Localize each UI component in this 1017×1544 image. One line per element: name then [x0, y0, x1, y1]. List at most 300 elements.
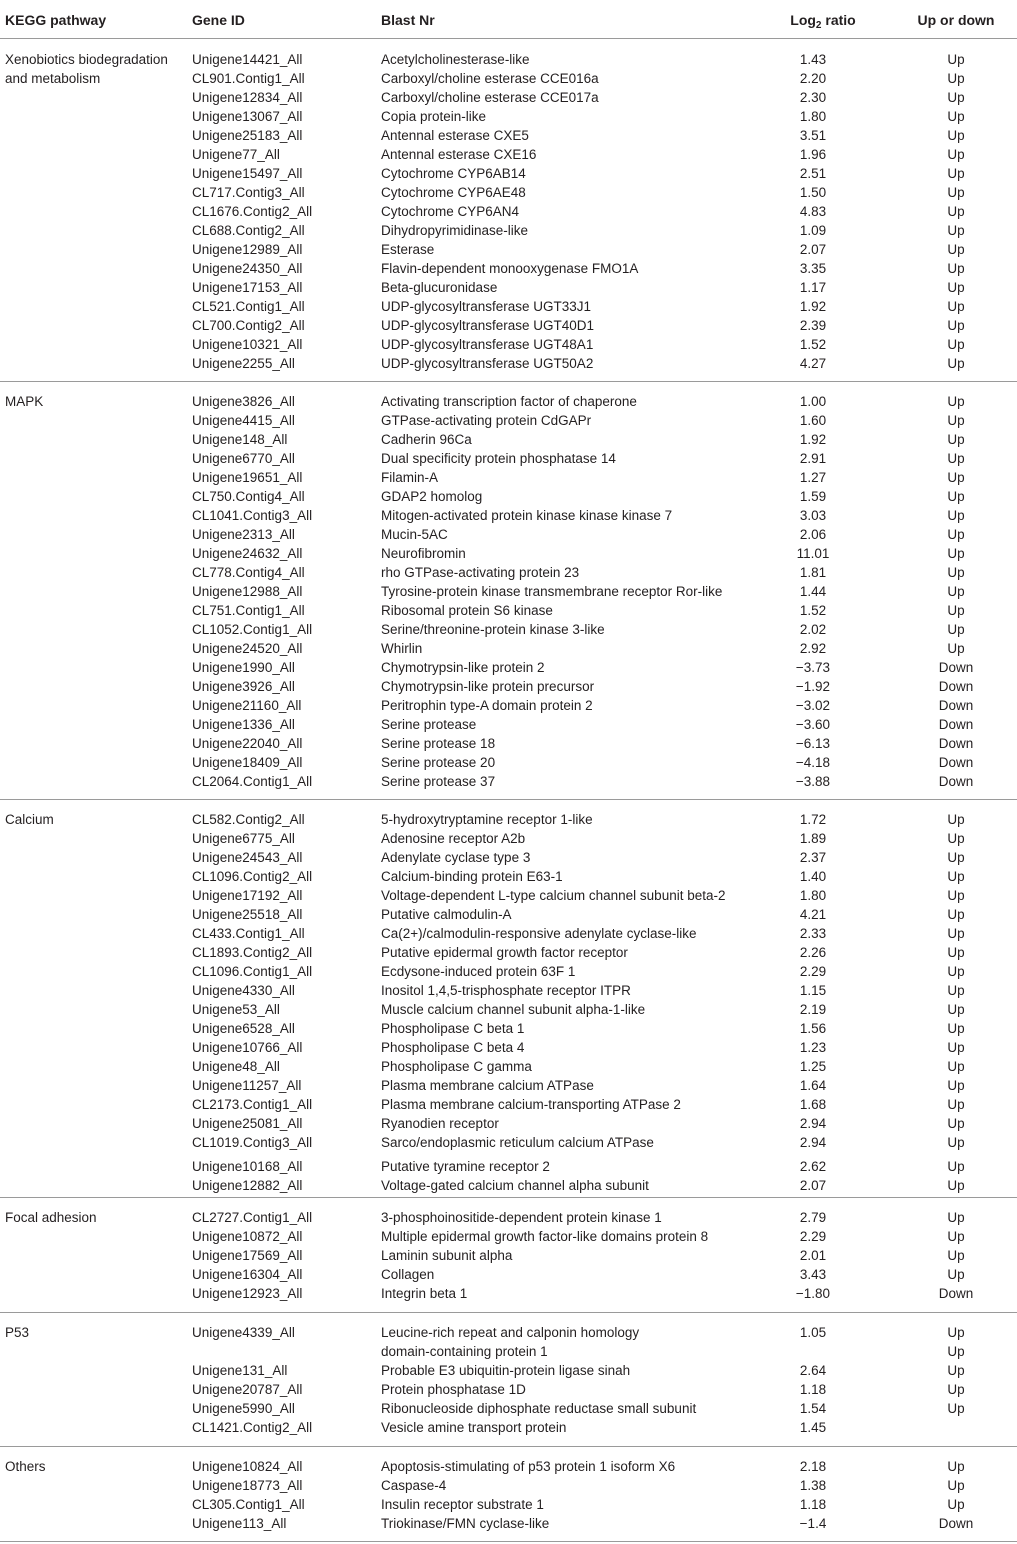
log2-ratio-cell: 1.96: [799, 147, 827, 162]
direction-cell: Up: [947, 1401, 965, 1416]
direction-cell: Up: [947, 508, 965, 523]
gene-id-cell: Unigene10321_All: [192, 337, 303, 352]
pathway-name: P53: [5, 1325, 30, 1340]
direction-cell: Down: [938, 1286, 974, 1301]
log2-ratio-cell: 1.56: [799, 1021, 827, 1036]
blast-nr-cell: Protein phosphatase 1D: [381, 1382, 526, 1397]
gene-id-cell: Unigene15497_All: [192, 166, 303, 181]
blast-nr-cell: Caspase-4: [381, 1478, 447, 1493]
gene-id-cell: CL1041.Contig3_All: [192, 508, 313, 523]
direction-cell: Up: [947, 166, 965, 181]
blast-nr-cell: Triokinase/FMN cyclase-like: [381, 1516, 550, 1531]
log2-ratio-cell: −1.4: [799, 1516, 827, 1531]
log2-ratio-cell: 2.02: [799, 622, 827, 637]
log2-ratio-cell: 1.09: [799, 223, 827, 238]
log2-ratio-cell: 4.21: [799, 907, 827, 922]
blast-nr-cell: Activating transcription factor of chaperone: [381, 394, 637, 409]
pathway-name: Calcium: [5, 812, 54, 827]
direction-cell: Up: [947, 1040, 965, 1055]
direction-cell: Up: [947, 147, 965, 162]
gene-id-cell: Unigene25183_All: [192, 128, 303, 143]
table-row: [0, 1342, 1017, 1361]
pathway-name: Xenobiotics biodegradation: [5, 52, 168, 67]
blast-nr-cell: UDP-glycosyltransferase UGT48A1: [381, 337, 594, 352]
blast-nr-cell: Plasma membrane calcium-transporting ATPase 2: [381, 1097, 681, 1112]
table-row: [0, 620, 1017, 639]
table-row: [0, 183, 1017, 202]
log2-ratio-cell: 1.18: [799, 1382, 827, 1397]
table-row: [0, 240, 1017, 259]
direction-cell: Down: [938, 774, 974, 789]
log2-ratio-cell: −3.73: [795, 660, 831, 675]
direction-cell: Up: [947, 926, 965, 941]
blast-nr-cell: GTPase-activating protein CdGAPr: [381, 413, 592, 428]
log2-ratio-cell: 1.68: [799, 1097, 827, 1112]
log2-ratio-cell: 1.44: [799, 584, 827, 599]
section-divider: [0, 799, 1017, 800]
gene-id-cell: Unigene24543_All: [192, 850, 303, 865]
log2-ratio-cell: 1.59: [799, 489, 827, 504]
table-row: [0, 1514, 1017, 1533]
table-row: [0, 639, 1017, 658]
table-row: [0, 1227, 1017, 1246]
direction-cell: Up: [947, 1344, 965, 1359]
direction-cell: Up: [947, 1021, 965, 1036]
table-row: [0, 164, 1017, 183]
log2-ratio-cell: 1.45: [799, 1420, 827, 1435]
direction-cell: Up: [947, 1325, 965, 1340]
log2-ratio-cell: 1.80: [799, 888, 827, 903]
blast-nr-cell: Peritrophin type-A domain protein 2: [381, 698, 593, 713]
direction-cell: Up: [947, 888, 965, 903]
direction-cell: Up: [947, 869, 965, 884]
header-blast-nr: Blast Nr: [381, 12, 435, 28]
table-row: [0, 1380, 1017, 1399]
gene-id-cell: CL2064.Contig1_All: [192, 774, 313, 789]
gene-id-cell: CL1096.Contig2_All: [192, 869, 313, 884]
table-row: [0, 981, 1017, 1000]
direction-cell: Up: [947, 394, 965, 409]
header-log-ratio: [778, 12, 868, 31]
pathway-name: Others: [5, 1459, 46, 1474]
blast-nr-cell: domain-containing protein 1: [381, 1344, 548, 1359]
blast-nr-cell: Ribosomal protein S6 kinase: [381, 603, 553, 618]
blast-nr-cell: Leucine-rich repeat and calponin homology: [381, 1325, 640, 1340]
gene-id-cell: CL688.Contig2_All: [192, 223, 305, 238]
log2-ratio-cell: 2.29: [799, 964, 827, 979]
log2-ratio-cell: 4.27: [799, 356, 827, 371]
blast-nr-cell: Carboxyl/choline esterase CCE016a: [381, 71, 599, 86]
blast-nr-cell: Whirlin: [381, 641, 423, 656]
direction-cell: Up: [947, 413, 965, 428]
blast-nr-cell: Ryanodien receptor: [381, 1116, 499, 1131]
log2-ratio-cell: 1.38: [799, 1478, 827, 1493]
gene-id-cell: Unigene17569_All: [192, 1248, 303, 1263]
direction-cell: Up: [947, 242, 965, 257]
direction-cell: Down: [938, 736, 974, 751]
log2-ratio-cell: −3.60: [795, 717, 831, 732]
blast-nr-cell: Chymotrypsin-like protein precursor: [381, 679, 595, 694]
table-row: [0, 1157, 1017, 1176]
table-row: [0, 1000, 1017, 1019]
log2-ratio-cell: 1.80: [799, 109, 827, 124]
direction-cell: Up: [947, 337, 965, 352]
log2-ratio-cell: 2.94: [799, 1116, 827, 1131]
blast-nr-cell: Acetylcholinesterase-like: [381, 52, 530, 67]
gene-id-cell: CL901.Contig1_All: [192, 71, 305, 86]
direction-cell: Up: [947, 223, 965, 238]
blast-nr-cell: Probable E3 ubiquitin-protein ligase sinah: [381, 1363, 631, 1378]
direction-cell: Up: [947, 356, 965, 371]
table-row: [0, 924, 1017, 943]
header-gene-id: Gene ID: [192, 12, 245, 28]
gene-id-cell: Unigene131_All: [192, 1363, 288, 1378]
table-row: [0, 886, 1017, 905]
table-row: [0, 753, 1017, 772]
blast-nr-cell: Serine/threonine-protein kinase 3-like: [381, 622, 605, 637]
blast-nr-cell: Integrin beta 1: [381, 1286, 468, 1301]
header-rule: [0, 38, 1017, 39]
gene-id-cell: Unigene18409_All: [192, 755, 303, 770]
direction-cell: Up: [947, 565, 965, 580]
log2-ratio-cell: 2.19: [799, 1002, 827, 1017]
gene-id-cell: Unigene17192_All: [192, 888, 303, 903]
table-row: [0, 1114, 1017, 1133]
blast-nr-cell: Serine protease 37: [381, 774, 496, 789]
log2-ratio-cell: 1.50: [799, 185, 827, 200]
header-kegg-pathway: KEGG pathway: [5, 12, 107, 28]
direction-cell: Up: [947, 261, 965, 276]
table-row: [0, 1476, 1017, 1495]
blast-nr-cell: Dual specificity protein phosphatase 14: [381, 451, 616, 466]
blast-nr-cell: Voltage-gated calcium channel alpha subunit: [381, 1178, 649, 1193]
log2-ratio-cell: 2.07: [799, 242, 827, 257]
direction-cell: Up: [947, 470, 965, 485]
gene-id-cell: CL1019.Contig3_All: [192, 1135, 313, 1150]
gene-id-cell: CL1096.Contig1_All: [192, 964, 313, 979]
table-row: [0, 905, 1017, 924]
log2-ratio-cell: 2.37: [799, 850, 827, 865]
table-row: [0, 506, 1017, 525]
gene-id-cell: Unigene12923_All: [192, 1286, 303, 1301]
gene-id-cell: CL1421.Contig2_All: [192, 1420, 313, 1435]
section-divider: [0, 1312, 1017, 1313]
gene-id-cell: CL433.Contig1_All: [192, 926, 305, 941]
log2-ratio-cell: 1.64: [799, 1078, 827, 1093]
direction-cell: Up: [947, 1497, 965, 1512]
table-row: [0, 126, 1017, 145]
direction-cell: Up: [947, 603, 965, 618]
log2-ratio-cell: 2.33: [799, 926, 827, 941]
log2-ratio-cell: −6.13: [795, 736, 831, 751]
gene-id-cell: Unigene77_All: [192, 147, 280, 162]
direction-cell: Up: [947, 1229, 965, 1244]
table-row: [0, 411, 1017, 430]
table-row: [0, 810, 1017, 829]
log2-ratio-cell: 2.92: [799, 641, 827, 656]
direction-cell: Down: [938, 698, 974, 713]
table-row: [0, 430, 1017, 449]
gene-id-cell: Unigene2255_All: [192, 356, 295, 371]
blast-nr-cell: Beta-glucuronidase: [381, 280, 498, 295]
blast-nr-cell: Muscle calcium channel subunit alpha-1-like: [381, 1002, 646, 1017]
direction-cell: Up: [947, 204, 965, 219]
blast-nr-cell: Serine protease 18: [381, 736, 496, 751]
blast-nr-cell: Cadherin 96Ca: [381, 432, 472, 447]
log2-ratio-cell: 11.01: [796, 546, 830, 561]
log2-ratio-cell: 2.79: [799, 1210, 827, 1225]
log2-ratio-cell: −1.92: [795, 679, 831, 694]
blast-nr-cell: Calcium-binding protein E63-1: [381, 869, 563, 884]
direction-cell: Up: [947, 128, 965, 143]
log2-ratio-cell: 3.51: [799, 128, 827, 143]
gene-id-cell: CL2727.Contig1_All: [192, 1210, 313, 1225]
log2-ratio-cell: 1.15: [799, 983, 827, 998]
gene-id-cell: CL778.Contig4_All: [192, 565, 305, 580]
blast-nr-cell: Adenylate cyclase type 3: [381, 850, 531, 865]
gene-id-cell: Unigene24350_All: [192, 261, 303, 276]
blast-nr-cell: Putative calmodulin-A: [381, 907, 512, 922]
direction-cell: Up: [947, 280, 965, 295]
blast-nr-cell: Ca(2+)/calmodulin-responsive adenylate cyclase-like: [381, 926, 697, 941]
direction-cell: Up: [947, 983, 965, 998]
table-row: [0, 772, 1017, 791]
gene-id-cell: Unigene5990_All: [192, 1401, 295, 1416]
log2-ratio-cell: 1.00: [799, 394, 827, 409]
pathway-name: MAPK: [5, 394, 44, 409]
table-row: [0, 525, 1017, 544]
table-row: [0, 221, 1017, 240]
blast-nr-cell: Antennal esterase CXE16: [381, 147, 537, 162]
direction-cell: Up: [947, 71, 965, 86]
gene-id-cell: Unigene1990_All: [192, 660, 295, 675]
direction-cell: Up: [947, 185, 965, 200]
blast-nr-cell: Vesicle amine transport protein: [381, 1420, 567, 1435]
blast-nr-cell: Ecdysone-induced protein 63F 1: [381, 964, 576, 979]
table-row: [0, 1038, 1017, 1057]
log2-ratio-cell: −3.88: [795, 774, 831, 789]
gene-id-cell: Unigene48_All: [192, 1059, 280, 1074]
table-row: [0, 1418, 1017, 1437]
gene-id-cell: Unigene13067_All: [192, 109, 303, 124]
gene-id-cell: Unigene148_All: [192, 432, 288, 447]
table-row: [0, 848, 1017, 867]
direction-cell: Up: [947, 451, 965, 466]
direction-cell: Up: [947, 432, 965, 447]
table-row: [0, 316, 1017, 335]
blast-nr-cell: Cytochrome CYP6AN4: [381, 204, 520, 219]
log2-ratio-cell: 1.40: [799, 869, 827, 884]
table-row: [0, 1019, 1017, 1038]
gene-id-cell: Unigene25081_All: [192, 1116, 303, 1131]
blast-nr-cell: Mitogen-activated protein kinase kinase kinase 7: [381, 508, 673, 523]
blast-nr-cell: Phospholipase C beta 1: [381, 1021, 525, 1036]
table-row: [0, 392, 1017, 411]
log2-ratio-cell: 2.30: [799, 90, 827, 105]
section-divider: [0, 381, 1017, 382]
log2-ratio-cell: 1.54: [799, 1401, 827, 1416]
table-row: [0, 468, 1017, 487]
blast-nr-cell: Collagen: [381, 1267, 435, 1282]
gene-id-cell: Unigene3826_All: [192, 394, 295, 409]
log2-ratio-cell: 1.25: [799, 1059, 827, 1074]
direction-cell: Up: [947, 318, 965, 333]
log2-ratio-cell: 1.89: [799, 831, 827, 846]
table-row: [0, 658, 1017, 677]
gene-id-cell: CL700.Contig2_All: [192, 318, 305, 333]
table-row: [0, 202, 1017, 221]
blast-nr-cell: Antennal esterase CXE5: [381, 128, 529, 143]
direction-cell: Up: [947, 1135, 965, 1150]
gene-id-cell: Unigene18773_All: [192, 1478, 303, 1493]
blast-nr-cell: Putative epidermal growth factor receptor: [381, 945, 628, 960]
direction-cell: Up: [947, 812, 965, 827]
direction-cell: Up: [947, 622, 965, 637]
log2-ratio-cell: 4.83: [799, 204, 827, 219]
blast-nr-cell: Insulin receptor substrate 1: [381, 1497, 544, 1512]
direction-cell: Up: [947, 546, 965, 561]
section-divider: [0, 1446, 1017, 1447]
log2-ratio-cell: 1.92: [799, 299, 827, 314]
blast-nr-cell: Esterase: [381, 242, 435, 257]
table-row: [0, 715, 1017, 734]
blast-nr-cell: Carboxyl/choline esterase CCE017a: [381, 90, 599, 105]
direction-cell: Up: [947, 1267, 965, 1282]
table-row: [0, 449, 1017, 468]
blast-nr-cell: Neurofibromin: [381, 546, 466, 561]
table-row: [0, 487, 1017, 506]
direction-cell: Up: [947, 1210, 965, 1225]
direction-cell: Up: [947, 52, 965, 67]
table-row: [0, 677, 1017, 696]
direction-cell: Up: [947, 527, 965, 542]
log2-ratio-cell: 2.29: [799, 1229, 827, 1244]
gene-id-cell: Unigene11257_All: [192, 1078, 302, 1093]
gene-id-cell: Unigene2313_All: [192, 527, 295, 542]
gene-id-cell: Unigene24520_All: [192, 641, 303, 656]
blast-nr-cell: Cytochrome CYP6AE48: [381, 185, 526, 200]
blast-nr-cell: Laminin subunit alpha: [381, 1248, 513, 1263]
direction-cell: Up: [947, 299, 965, 314]
direction-cell: Down: [938, 717, 974, 732]
blast-nr-cell: Sarco/endoplasmic reticulum calcium ATPase: [381, 1135, 654, 1150]
blast-nr-cell: 5-hydroxytryptamine receptor 1-like: [381, 812, 593, 827]
log2-ratio-cell: 1.17: [799, 280, 827, 295]
table-row: [0, 354, 1017, 373]
log2-ratio-cell: 3.43: [799, 1267, 827, 1282]
table-row: [0, 107, 1017, 126]
table-row: [0, 1133, 1017, 1152]
log2-ratio-cell: 1.43: [799, 52, 827, 67]
gene-id-cell: Unigene113_All: [192, 1516, 287, 1531]
table-row: [0, 1176, 1017, 1195]
table-row: [0, 1284, 1017, 1303]
log2-ratio-cell: 1.60: [799, 413, 827, 428]
gene-id-cell: CL717.Contig3_All: [192, 185, 305, 200]
table-row: [0, 1057, 1017, 1076]
gene-id-cell: Unigene17153_All: [192, 280, 303, 295]
log2-ratio-cell: −4.18: [795, 755, 831, 770]
log2-ratio-cell: 2.06: [799, 527, 827, 542]
blast-nr-cell: Flavin-dependent monooxygenase FMO1A: [381, 261, 639, 276]
blast-nr-cell: Chymotrypsin-like protein 2: [381, 660, 545, 675]
gene-id-cell: CL751.Contig1_All: [192, 603, 305, 618]
table-row: [0, 1246, 1017, 1265]
gene-id-cell: Unigene10766_All: [192, 1040, 303, 1055]
gene-id-cell: Unigene19651_All: [192, 470, 303, 485]
blast-nr-cell: Phospholipase C beta 4: [381, 1040, 525, 1055]
gene-id-cell: CL1893.Contig2_All: [192, 945, 313, 960]
log2-ratio-cell: 2.20: [799, 71, 827, 86]
blast-nr-cell: Phospholipase C gamma: [381, 1059, 532, 1074]
blast-nr-cell: Putative tyramine receptor 2: [381, 1159, 550, 1174]
direction-cell: Up: [947, 1248, 965, 1263]
table-row: [0, 1361, 1017, 1380]
blast-nr-cell: Voltage-dependent L-type calcium channel subunit beta-2: [381, 888, 726, 903]
blast-nr-cell: Adenosine receptor A2b: [381, 831, 526, 846]
log2-ratio-cell: 2.62: [799, 1159, 827, 1174]
direction-cell: Up: [947, 850, 965, 865]
log2-ratio-cell: 1.72: [799, 812, 827, 827]
table-row: [0, 259, 1017, 278]
direction-cell: Up: [947, 831, 965, 846]
log2-ratio-cell: −3.02: [795, 698, 831, 713]
direction-cell: Down: [938, 755, 974, 770]
table-row: [0, 88, 1017, 107]
table-row: [0, 734, 1017, 753]
log2-ratio-cell: 2.18: [799, 1459, 827, 1474]
gene-id-cell: CL582.Contig2_All: [192, 812, 305, 827]
log2-ratio-cell: 2.91: [799, 451, 827, 466]
table-row: [0, 1265, 1017, 1284]
gene-id-cell: CL1052.Contig1_All: [192, 622, 313, 637]
blast-nr-cell: UDP-glycosyltransferase UGT40D1: [381, 318, 595, 333]
gene-id-cell: Unigene21160_All: [192, 698, 302, 713]
direction-cell: Up: [947, 584, 965, 599]
table-row: [0, 867, 1017, 886]
gene-id-cell: Unigene25518_All: [192, 907, 303, 922]
blast-nr-cell: Filamin-A: [381, 470, 439, 485]
blast-nr-cell: Plasma membrane calcium ATPase: [381, 1078, 594, 1093]
log2-ratio-cell: 1.92: [799, 432, 827, 447]
blast-nr-cell: Cytochrome CYP6AB14: [381, 166, 526, 181]
blast-nr-cell: Multiple epidermal growth factor-like domains protein 8: [381, 1229, 709, 1244]
section-divider: [0, 1541, 1017, 1542]
table-row: [0, 297, 1017, 316]
table-row: [0, 1323, 1017, 1342]
table-row: [0, 962, 1017, 981]
table-row: [0, 50, 1017, 69]
direction-cell: Up: [947, 1097, 965, 1112]
direction-cell: Up: [947, 964, 965, 979]
log2-ratio-cell: 2.07: [799, 1178, 827, 1193]
log2-ratio-cell: 2.94: [799, 1135, 827, 1150]
direction-cell: Up: [947, 1363, 965, 1378]
gene-id-cell: Unigene10824_All: [192, 1459, 303, 1474]
blast-nr-cell: Tyrosine-protein kinase transmembrane receptor Ror-like: [381, 584, 723, 599]
gene-id-cell: Unigene4330_All: [192, 983, 295, 998]
blast-nr-cell: Ribonucleoside diphosphate reductase small subunit: [381, 1401, 697, 1416]
header-up-or-down: Up or down: [917, 12, 995, 28]
table-row: [0, 1076, 1017, 1095]
direction-cell: Up: [947, 1059, 965, 1074]
direction-cell: Up: [947, 945, 965, 960]
log2-ratio-cell: 2.64: [799, 1363, 827, 1378]
blast-nr-cell: rho GTPase-activating protein 23: [381, 565, 580, 580]
table-row: [0, 278, 1017, 297]
direction-cell: Down: [938, 1516, 974, 1531]
gene-id-cell: Unigene12834_All: [192, 90, 303, 105]
